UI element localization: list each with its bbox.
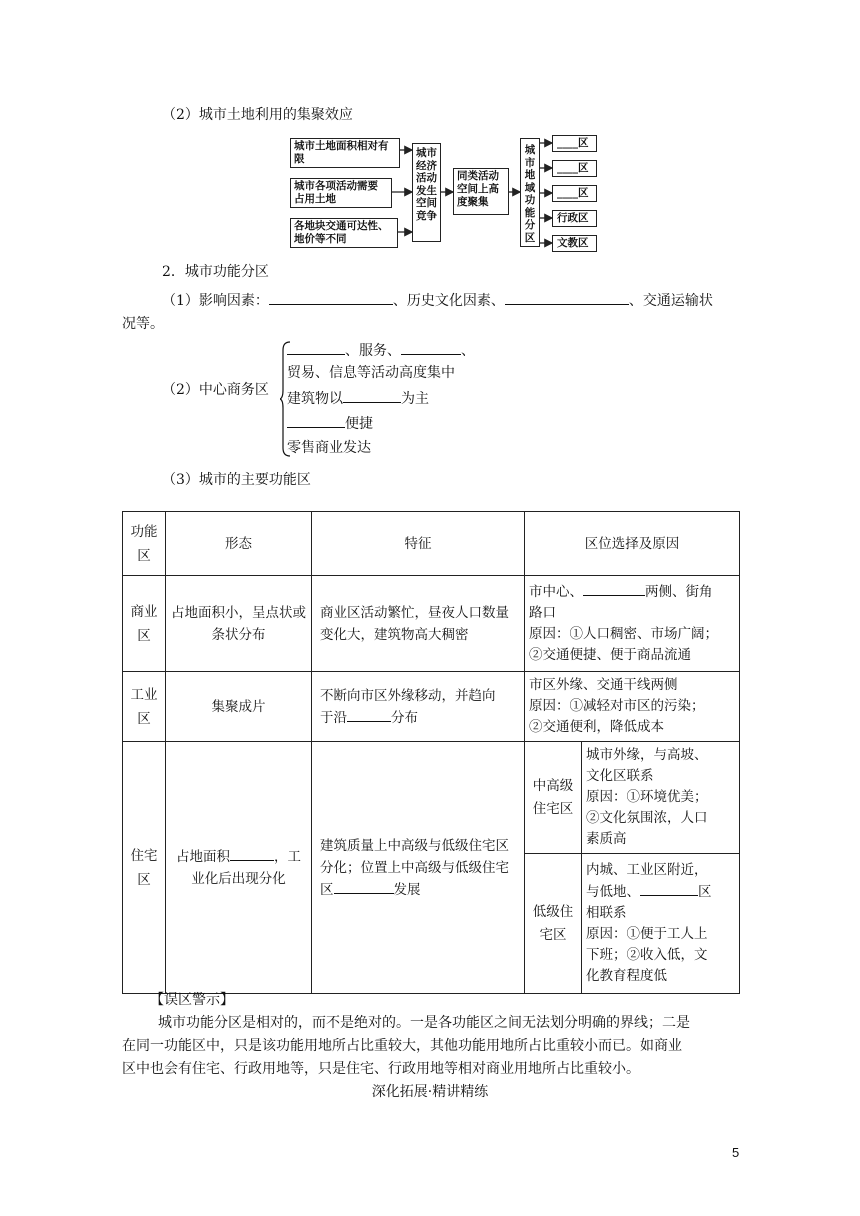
table-header-row bbox=[123, 512, 740, 576]
section-title: （2）城市土地利用的集聚效应 bbox=[162, 107, 353, 123]
diagram-box-clustering: 同类活动空间上高度聚集 bbox=[453, 168, 509, 215]
form-post: ，工业化后出现分化 bbox=[191, 848, 301, 887]
form-pre: 占地面积 bbox=[176, 848, 230, 865]
warning-title: 【误区警示】 bbox=[150, 992, 234, 1008]
cbd-line-1 bbox=[287, 340, 475, 361]
q1-suffix: 、交通运输状 bbox=[628, 293, 713, 309]
header-feature: 特征 bbox=[312, 512, 525, 576]
answer-blank[interactable] bbox=[334, 879, 394, 894]
feature-line bbox=[320, 707, 520, 729]
zone-name: 商业区 bbox=[123, 576, 166, 672]
loc-line: 内城、工业区附近， bbox=[586, 862, 708, 878]
loc-pre: 与低地、 bbox=[586, 884, 640, 900]
loc-line: 化教育程度低 bbox=[586, 968, 667, 984]
zone-form bbox=[166, 742, 312, 994]
cbd-line1-end: 、 bbox=[461, 343, 475, 359]
zone-location bbox=[525, 672, 740, 742]
loc-line: 素质高 bbox=[586, 831, 627, 847]
question-influence-factors bbox=[162, 290, 713, 311]
loc-line: 相联系 bbox=[586, 905, 627, 921]
answer-blank[interactable] bbox=[269, 290, 393, 305]
loc-line: 原因：①便于工人上 bbox=[586, 926, 708, 942]
subzone-name-low: 低级住宅区 bbox=[525, 854, 582, 994]
diagram-box-limited-land: 城市土地面积相对有限 bbox=[290, 138, 400, 168]
table-row-commercial bbox=[123, 576, 740, 672]
loc-line: ②文化氛围浓，人口 bbox=[586, 810, 708, 826]
loc-post: 区 bbox=[698, 884, 712, 900]
table-row-industrial bbox=[123, 672, 740, 742]
q1-prefix: （1）影响因素： bbox=[162, 293, 269, 309]
heading-functional-zoning: 2．城市功能分区 bbox=[162, 264, 269, 280]
table-title: （3）城市的主要功能区 bbox=[162, 472, 311, 488]
zone-feature bbox=[312, 672, 525, 742]
cbd-line4-post: 便捷 bbox=[345, 416, 373, 432]
diagram-zone-administrative: 行政区 bbox=[552, 210, 597, 227]
cbd-line1-mid: 、服务、 bbox=[345, 343, 401, 359]
loc-line: 文化区联系 bbox=[586, 768, 654, 784]
cbd-line3-post: 为主 bbox=[401, 391, 429, 407]
answer-blank[interactable] bbox=[505, 290, 629, 305]
answer-blank[interactable] bbox=[583, 581, 645, 596]
page-number: 5 bbox=[732, 1145, 740, 1160]
feature-pre: 建筑质量上中高级与低级住宅区分化；位置上中高级与低级住宅区 bbox=[320, 837, 509, 898]
zone-form: 集聚成片 bbox=[166, 672, 312, 742]
zone-form: 占地面积小，呈点状或条状分布 bbox=[166, 576, 312, 672]
warning-line-1: 城市功能分区是相对的，而不是绝对的。一是各功能区之间无法划分明确的界线；二是 bbox=[158, 1015, 690, 1031]
loc-line: 下班；②收入低，文 bbox=[586, 947, 708, 963]
answer-blank[interactable] bbox=[343, 388, 401, 403]
cbd-line3-pre: 建筑物以 bbox=[287, 391, 343, 407]
answer-blank[interactable] bbox=[287, 413, 345, 428]
header-location: 区位选择及原因 bbox=[525, 512, 740, 576]
diagram-box-spatial-competition: 城市经济活动发生空间竞争 bbox=[412, 143, 441, 242]
subzone-name-high: 中高级住宅区 bbox=[525, 742, 582, 854]
diagram-box-functional-zones: 城市地域功能分区 bbox=[520, 138, 540, 247]
functional-zones-table bbox=[122, 511, 740, 994]
loc-line: ②交通便捷、便于商品流通 bbox=[529, 647, 691, 663]
loc-line: 原因：①减轻对市区的污染； bbox=[529, 698, 705, 714]
answer-blank[interactable] bbox=[401, 340, 461, 355]
loc-line: ②交通便利，降低成本 bbox=[529, 719, 664, 735]
answer-blank[interactable] bbox=[230, 846, 274, 861]
warning-line-2: 在同一功能区中，只是该功能用地所占比重较大，其他功能用地所占比重较小而已。如商业 bbox=[122, 1038, 682, 1054]
q1-mid: 、历史文化因素、 bbox=[392, 293, 505, 309]
cbd-line-4 bbox=[287, 413, 373, 434]
loc-line: 城市外缘，与高坡、 bbox=[586, 747, 708, 763]
feature-pre: 于沿 bbox=[320, 709, 347, 726]
loc-line bbox=[586, 881, 735, 903]
loc-line: 原因：①人口稠密、市场广阔； bbox=[529, 626, 718, 642]
feature-line: 不断向市区外缘移动，并趋向 bbox=[320, 687, 496, 704]
loc-post: 两侧、街角 bbox=[645, 584, 713, 600]
cbd-line-3 bbox=[287, 388, 429, 409]
answer-blank[interactable] bbox=[347, 707, 391, 722]
subzone-location-high bbox=[582, 742, 740, 854]
diagram-box-accessibility: 各地块交通可达性、地价等不同 bbox=[290, 218, 398, 248]
cbd-line-5: 零售商业发达 bbox=[287, 440, 371, 456]
diagram-zone-blank-2: ____区 bbox=[552, 160, 597, 177]
diagram-zone-blank-1: ____区 bbox=[552, 135, 597, 152]
feature-post: 分布 bbox=[391, 709, 418, 726]
subzone-location-low bbox=[582, 854, 740, 994]
answer-blank[interactable] bbox=[287, 340, 345, 355]
loc-pre: 市中心、 bbox=[529, 584, 583, 600]
question-influence-factors-cont: 况等。 bbox=[122, 316, 164, 332]
zone-feature: 商业区活动繁忙，昼夜人口数量变化大，建筑物高大稠密 bbox=[312, 576, 525, 672]
zone-name: 住宅区 bbox=[123, 742, 166, 994]
loc-line: 路口 bbox=[529, 605, 556, 621]
zone-location bbox=[525, 576, 740, 672]
header-form: 形态 bbox=[166, 512, 312, 576]
cbd-label: （2）中心商务区 bbox=[162, 382, 269, 398]
diagram-zone-blank-3: ____区 bbox=[552, 185, 597, 202]
warning-line-3: 区中也会有住宅、行政用地等，只是住宅、行政用地等相对商业用地所占比重较小。 bbox=[122, 1061, 640, 1077]
table-row-residential-high bbox=[123, 742, 740, 854]
zone-feature bbox=[312, 742, 525, 994]
cbd-line-2: 贸易、信息等活动高度集中 bbox=[287, 365, 455, 381]
loc-line: 市区外缘、交通干线两侧 bbox=[529, 677, 678, 693]
loc-line: 原因：①环境优美； bbox=[586, 789, 708, 805]
loc-line bbox=[529, 581, 735, 603]
zone-name: 工业区 bbox=[123, 672, 166, 742]
feature-post: 发展 bbox=[393, 881, 421, 898]
header-zone: 功能区 bbox=[123, 512, 166, 576]
diagram-box-land-use: 城市各项活动需要占用土地 bbox=[290, 178, 392, 208]
footer-heading: 深化拓展·精讲精练 bbox=[371, 1084, 489, 1100]
diagram-zone-education: 文教区 bbox=[552, 235, 597, 252]
answer-blank[interactable] bbox=[640, 881, 698, 896]
